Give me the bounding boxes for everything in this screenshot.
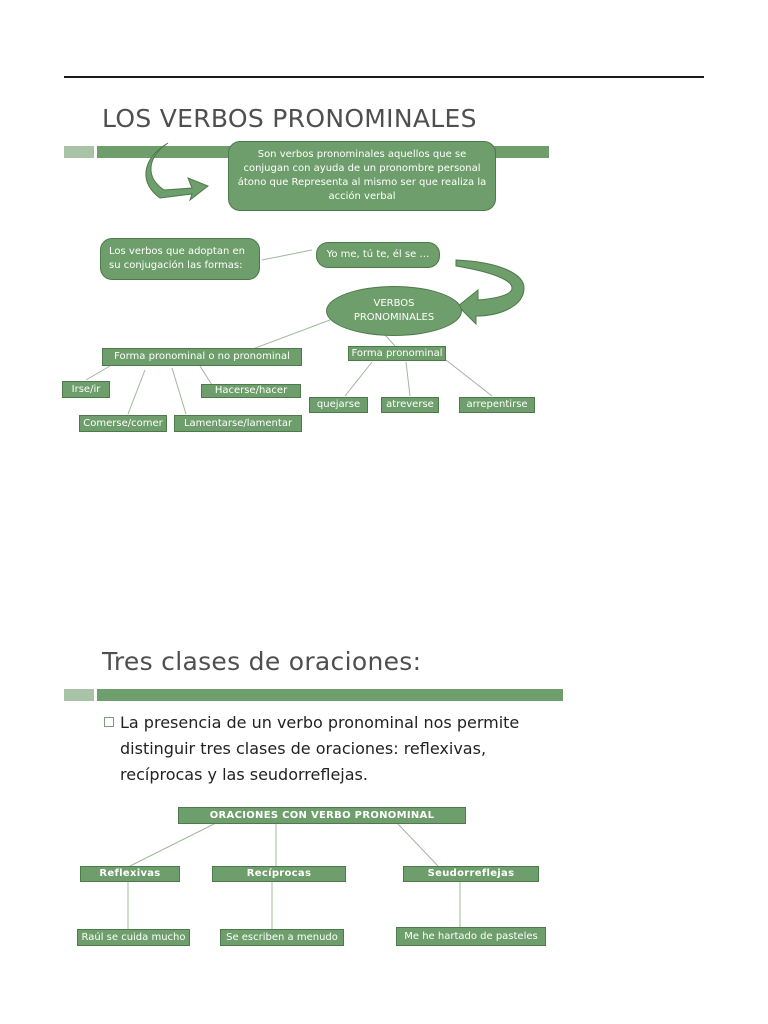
line-left-1 bbox=[86, 366, 110, 380]
tree-root-left bbox=[130, 824, 214, 866]
line-left-4 bbox=[172, 368, 186, 414]
forms-box: Yo me, tú te, él se … bbox=[316, 242, 440, 268]
slide1-title: LOS VERBOS PRONOMINALES bbox=[102, 104, 477, 133]
center-ellipse bbox=[326, 286, 462, 336]
line-left-3 bbox=[128, 370, 145, 414]
tree-root-right bbox=[398, 824, 438, 866]
line-center-right bbox=[385, 335, 395, 346]
right-item-3: arrepentirse bbox=[459, 397, 535, 413]
curved-arrow-right bbox=[456, 260, 524, 324]
example-seudorreflejas: Me he hartado de pasteles bbox=[396, 927, 546, 946]
curved-arrow-left bbox=[146, 143, 208, 200]
class-seudorreflejas: Seudorreflejas bbox=[403, 866, 539, 882]
bullet-square-icon bbox=[104, 717, 114, 727]
line-right-1 bbox=[345, 362, 372, 396]
center-label-2: PRONOMINALES bbox=[353, 312, 435, 323]
left-item-1: Irse/ir bbox=[62, 381, 110, 398]
example-reflexivas: Raúl se cuida mucho bbox=[77, 929, 190, 946]
definition-box: Son verbos pronominales aquellos que se conjugan con ayuda de un pronombre personal átono que Representa al mismo ser que realiza la acción verbal bbox=[228, 141, 496, 211]
line-right-2 bbox=[406, 362, 410, 396]
bullet-text: La presencia de un verbo pronominal nos permite distinguir tres clases de oraciones: reflexivas, recíprocas y las seudorreflejas. bbox=[120, 713, 520, 784]
line-center-left bbox=[250, 320, 330, 350]
line-left-2 bbox=[200, 366, 212, 385]
slide2-title: Tres clases de oraciones: bbox=[102, 647, 422, 676]
line-adopt-forms bbox=[262, 250, 312, 260]
slide2-band-left bbox=[64, 689, 94, 701]
left-branch-box: Forma pronominal o no pronominal bbox=[102, 348, 302, 366]
left-item-2: Hacerse/hacer bbox=[201, 384, 301, 398]
right-branch-box: Forma pronominal bbox=[348, 346, 446, 361]
center-label-1: VERBOS bbox=[373, 298, 415, 309]
right-item-2: atreverse bbox=[381, 397, 439, 413]
slide2-band-right bbox=[97, 689, 563, 701]
class-reflexivas: Reflexivas bbox=[80, 866, 180, 882]
tree-root-box: ORACIONES CON VERBO PRONOMINAL bbox=[178, 807, 466, 824]
class-reciprocas: Recíprocas bbox=[212, 866, 346, 882]
line-right-3 bbox=[446, 360, 492, 396]
right-item-1: quejarse bbox=[309, 397, 368, 413]
left-item-4: Lamentarse/lamentar bbox=[174, 415, 302, 432]
adopt-box: Los verbos que adoptan en su conjugación las formas: bbox=[100, 238, 260, 280]
example-reciprocas: Se escriben a menudo bbox=[220, 929, 344, 946]
left-item-3: Comerse/comer bbox=[79, 415, 167, 432]
